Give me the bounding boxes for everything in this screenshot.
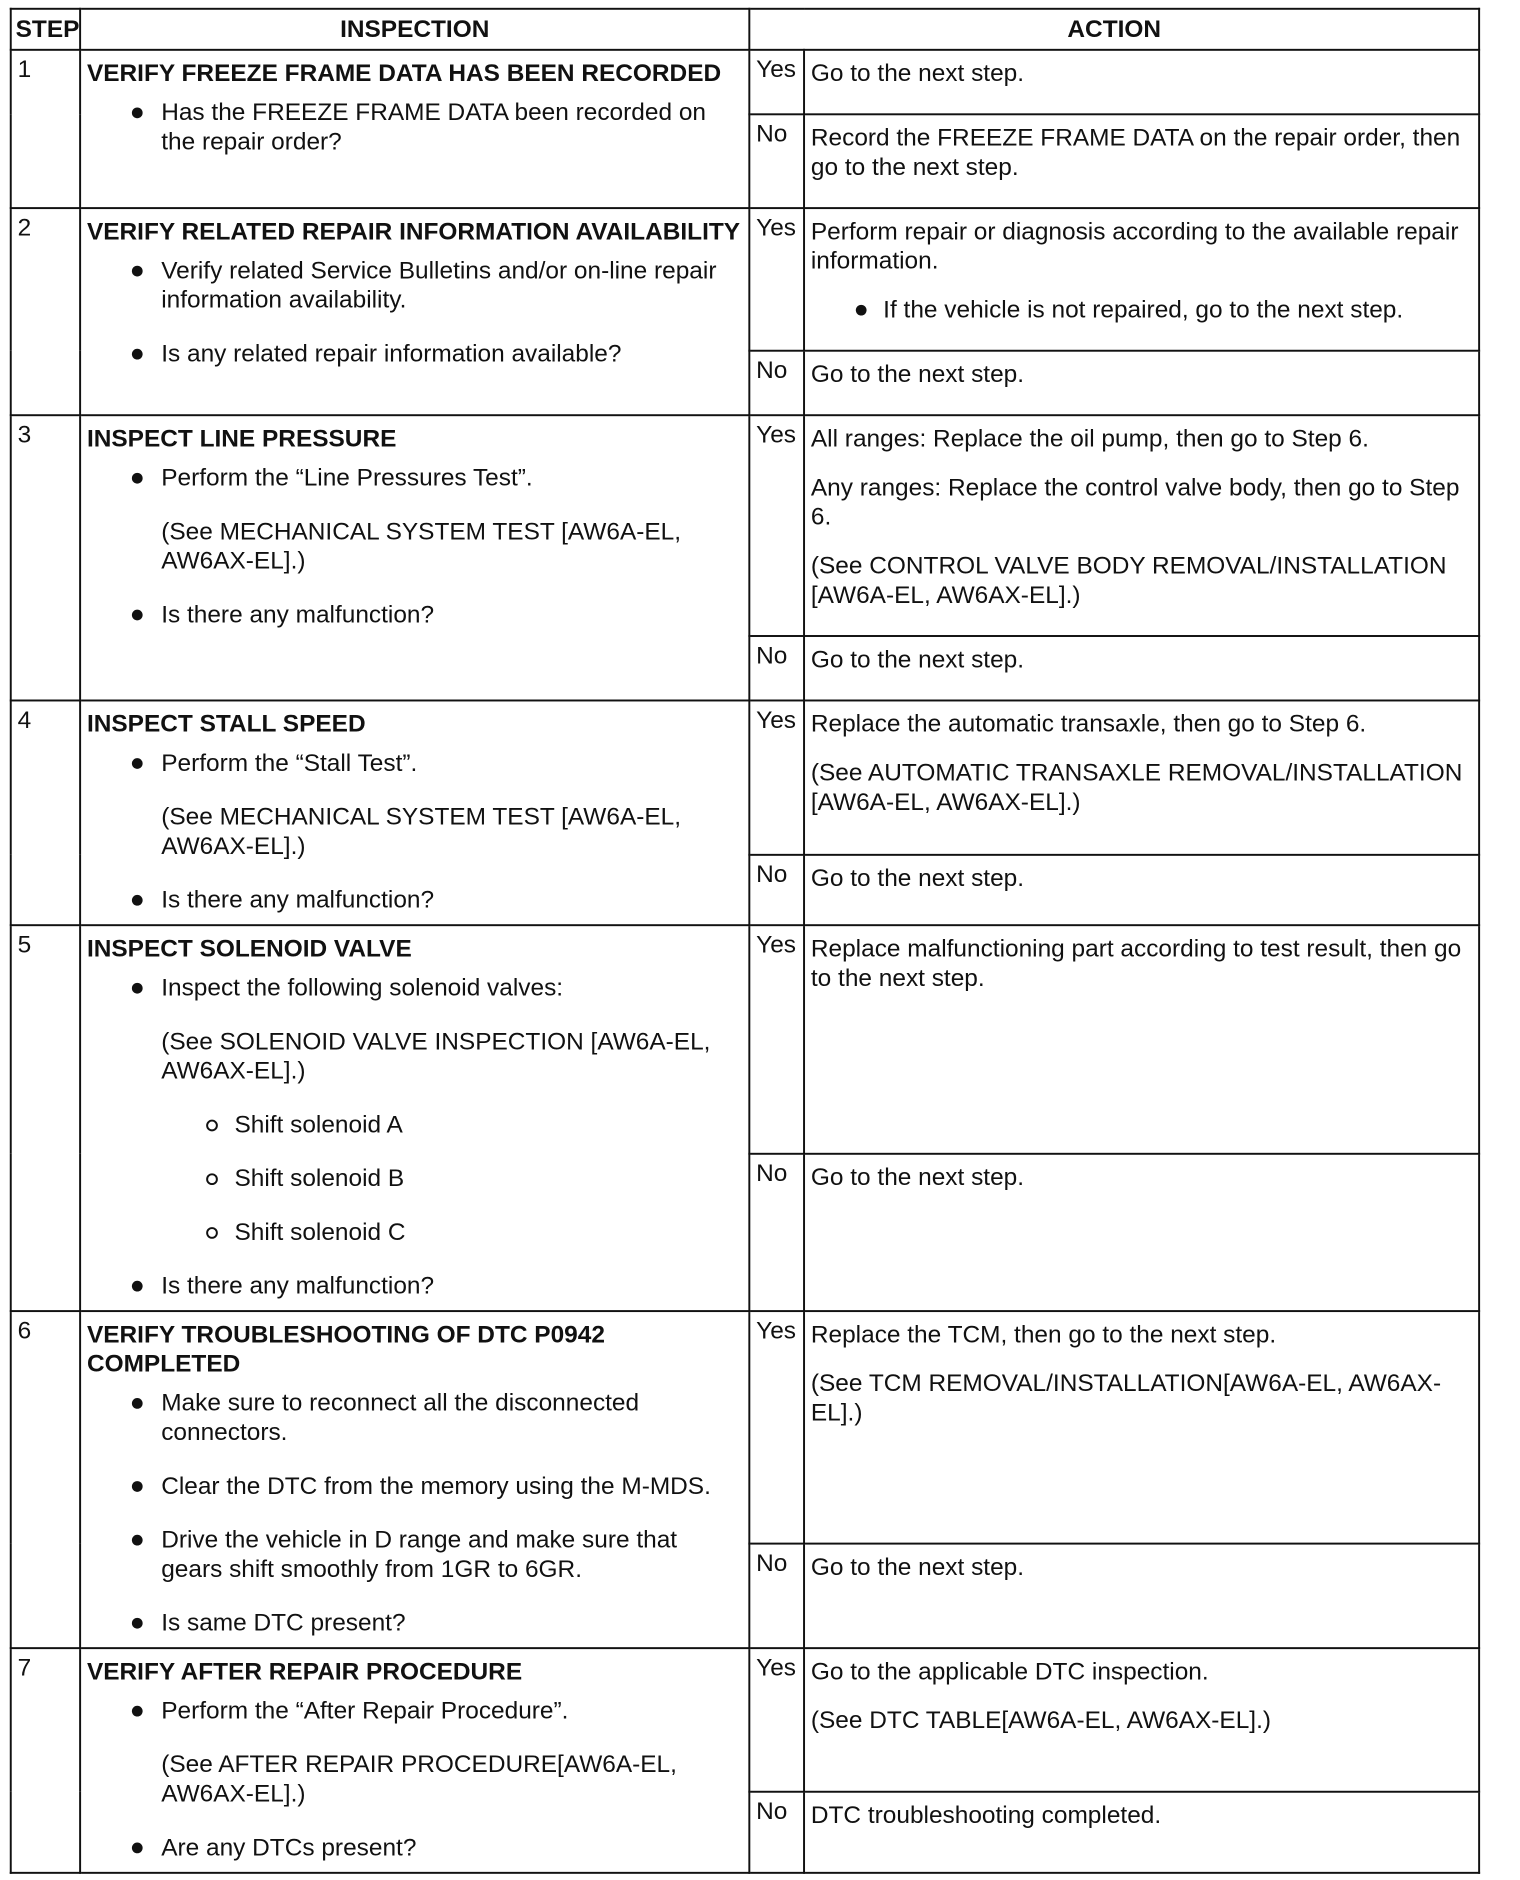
procedure-step-row (11, 1648, 1479, 1791)
action-text: Replace the TCM, then go to the next step. (810, 1320, 1277, 1349)
inspection-bullet: Perform the “Stall Test”. (87, 748, 743, 777)
inspection-bullet: Inspect the following solenoid valves: (87, 973, 743, 1002)
inspection-cell (80, 700, 749, 925)
step-number: 6 (11, 1311, 80, 1648)
inspection-cell (80, 50, 749, 208)
action-text: Perform repair or diagnosis according to the available repair information. (810, 217, 1459, 275)
inspection-bullet: Is any related repair information available? (87, 339, 743, 368)
no-label: No (749, 351, 804, 415)
inspection-bullet: Is there any malfunction? (87, 1271, 743, 1300)
inspection-title: INSPECT STALL SPEED (86, 710, 366, 738)
action-text: Go to the next step. (810, 360, 1025, 388)
inspection-reference: (See AFTER REPAIR PROCEDURE[AW6A-EL, AW6AX-EL].) (161, 1750, 677, 1808)
step-number: 3 (11, 415, 80, 700)
step-number: 7 (11, 1648, 80, 1873)
diagnostic-procedure-table (10, 8, 1480, 1874)
inspection-sub-item: Shift solenoid A (87, 1110, 743, 1139)
inspection-cell (80, 415, 749, 700)
procedure-step-row (11, 700, 1479, 855)
action-text: (See AUTOMATIC TRANSAXLE REMOVAL/INSTALLATION [AW6A-EL, AW6AX-EL].) (810, 759, 1463, 816)
yes-action (804, 50, 1479, 114)
no-label: No (749, 1791, 804, 1873)
no-action (804, 855, 1479, 925)
inspection-reference: (See MECHANICAL SYSTEM TEST [AW6A-EL, AW6AX-EL].) (161, 803, 682, 860)
yes-label: Yes (749, 415, 804, 636)
action-text: (See DTC TABLE[AW6A-EL, AW6AX-EL].) (810, 1706, 1272, 1735)
header-step: STEP (11, 9, 80, 50)
step-number: 2 (11, 208, 80, 415)
no-label: No (749, 636, 804, 700)
yes-action (804, 415, 1479, 636)
action-text: Record the FREEZE FRAME DATA on the repair order, then go to the next step. (810, 124, 1461, 181)
yes-label: Yes (749, 50, 804, 114)
yes-label: Yes (749, 1311, 804, 1543)
inspection-cell (80, 208, 749, 415)
yes-label: Yes (749, 700, 804, 855)
action-text: Go to the applicable DTC inspection. (810, 1657, 1209, 1686)
yes-action (804, 1311, 1479, 1543)
header-inspection: INSPECTION (80, 9, 749, 50)
inspection-cell (80, 925, 749, 1311)
action-text: Replace malfunctioning part according to test result, then go to the next step. (810, 934, 1462, 992)
inspection-title: VERIFY FREEZE FRAME DATA HAS BEEN RECORDED (86, 59, 722, 87)
procedure-step-row (11, 415, 1479, 636)
inspection-bullet: Are any DTCs present? (87, 1833, 743, 1862)
inspection-title: VERIFY TROUBLESHOOTING OF DTC P0942 COMPLETED (86, 1320, 605, 1378)
inspection-title: VERIFY RELATED REPAIR INFORMATION AVAILABILITY (86, 217, 741, 246)
inspection-title: VERIFY AFTER REPAIR PROCEDURE (86, 1657, 523, 1686)
action-bullet: If the vehicle is not repaired, go to the next step. (811, 295, 1472, 324)
no-action (804, 1543, 1479, 1648)
no-action (804, 636, 1479, 700)
inspection-bullet: Verify related Service Bulletins and/or on-line repair information availability. (87, 256, 743, 315)
action-text: All ranges: Replace the oil pump, then go to Step 6. (810, 424, 1369, 453)
action-text: Go to the next step. (810, 1552, 1025, 1581)
inspection-bullet: Perform the “After Repair Procedure”. (87, 1696, 743, 1725)
no-label: No (749, 855, 804, 925)
header-action: ACTION (749, 9, 1479, 50)
no-action (804, 1154, 1479, 1311)
yes-label: Yes (749, 1648, 804, 1791)
procedure-step-row (11, 925, 1479, 1154)
yes-label: Yes (749, 208, 804, 351)
inspection-title: INSPECT SOLENOID VALVE (86, 934, 412, 963)
yes-action (804, 925, 1479, 1154)
inspection-cell (80, 1311, 749, 1648)
no-action (804, 114, 1479, 208)
no-action (804, 1791, 1479, 1873)
inspection-bullet: Clear the DTC from the memory using the M-MDS. (87, 1471, 743, 1500)
inspection-bullet: Drive the vehicle in D range and make sure that gears shift smoothly from 1GR to 6GR. (87, 1525, 743, 1584)
action-text: Replace the automatic transaxle, then go to Step 6. (810, 710, 1367, 738)
yes-action (804, 1648, 1479, 1791)
no-label: No (749, 1154, 804, 1311)
inspection-bullet: Has the FREEZE FRAME DATA been recorded on the repair order? (87, 98, 743, 157)
inspection-sub-item: Shift solenoid C (87, 1217, 743, 1246)
inspection-sub-item: Shift solenoid B (87, 1164, 743, 1193)
inspection-title: INSPECT LINE PRESSURE (86, 424, 397, 453)
yes-label: Yes (749, 925, 804, 1154)
procedure-step-row (11, 208, 1479, 351)
inspection-bullet: Is same DTC present? (87, 1608, 743, 1637)
action-text: Go to the next step. (810, 645, 1025, 674)
inspection-bullet: Perform the “Line Pressures Test”. (87, 463, 743, 492)
header-row (11, 9, 1479, 50)
inspection-bullet: Is there any malfunction? (87, 600, 743, 629)
procedure-step-row (11, 50, 1479, 114)
procedure-step-row (11, 1311, 1479, 1543)
inspection-reference: (See MECHANICAL SYSTEM TEST [AW6A-EL, AW6AX-EL].) (161, 517, 682, 575)
no-label: No (749, 114, 804, 208)
inspection-bullet: Make sure to reconnect all the disconnected connectors. (87, 1388, 743, 1447)
inspection-reference: (See SOLENOID VALVE INSPECTION [AW6A-EL, AW6AX-EL].) (161, 1027, 711, 1085)
action-text: (See TCM REMOVAL/INSTALLATION[AW6A-EL, AW6AX-EL].) (810, 1369, 1442, 1427)
action-text: Go to the next step. (810, 59, 1025, 87)
yes-action (804, 700, 1479, 855)
action-text: Any ranges: Replace the control valve body, then go to Step 6. (810, 473, 1460, 531)
action-text: DTC troubleshooting completed. (810, 1801, 1162, 1829)
action-text: Go to the next step. (810, 1163, 1025, 1191)
action-text: Go to the next step. (810, 864, 1025, 893)
step-number: 4 (11, 700, 80, 925)
inspection-cell (80, 1648, 749, 1873)
action-text: (See CONTROL VALVE BODY REMOVAL/INSTALLATION [AW6A-EL, AW6AX-EL].) (810, 551, 1447, 609)
inspection-bullet: Is there any malfunction? (87, 885, 743, 914)
step-number: 5 (11, 925, 80, 1311)
step-number: 1 (11, 50, 80, 208)
no-label: No (749, 1543, 804, 1648)
yes-action (804, 208, 1479, 351)
no-action (804, 351, 1479, 415)
